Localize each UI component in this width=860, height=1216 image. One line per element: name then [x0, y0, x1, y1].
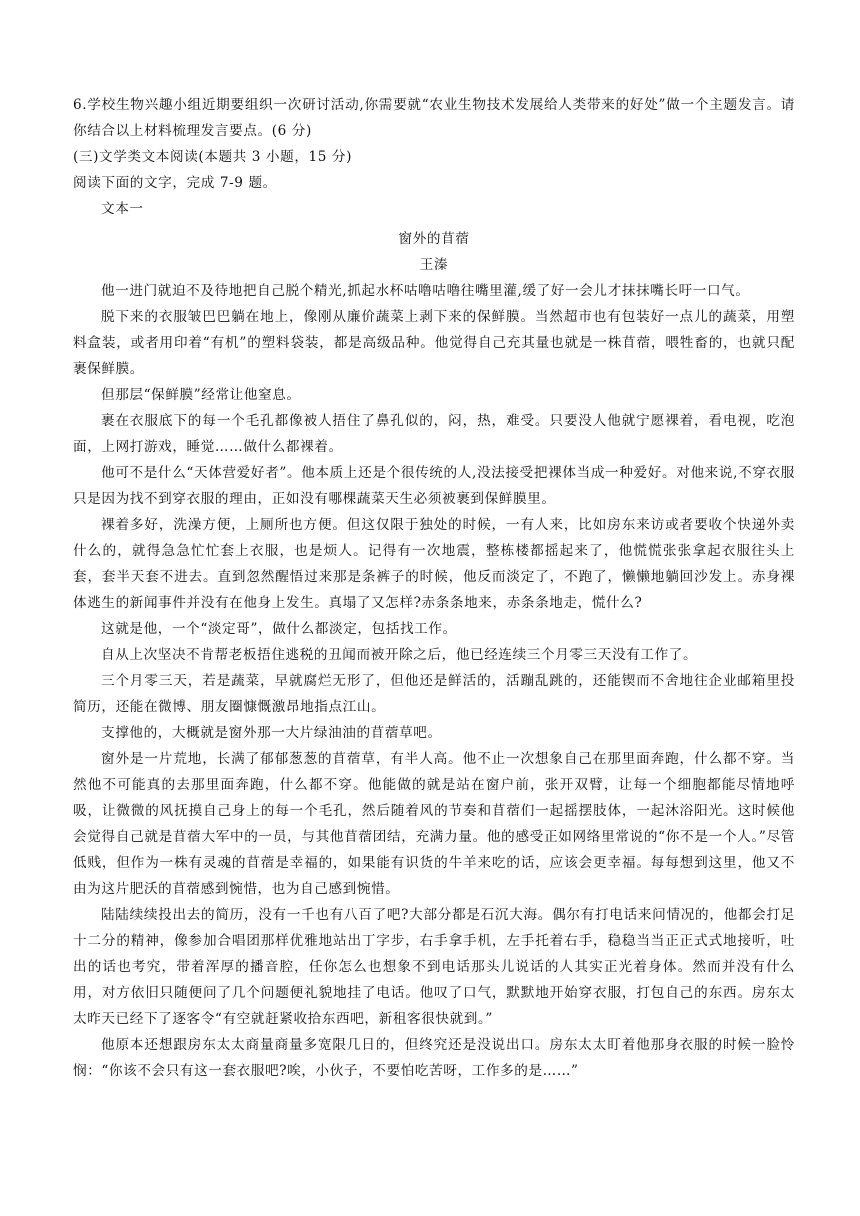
story-author: 王溱: [419, 257, 449, 273]
paragraph: 裹在衣服底下的每一个毛孔都像被人捂住了鼻孔似的，闷，热，难受。只要没人他就宁愿裸着，看电视，吃泡面，上网打游戏，睡觉……做什么都裸着。: [73, 413, 795, 455]
document-page: [73, 92, 795, 1084]
paragraph: 这就是他，一个“淡定哥”，做什么都淡定，包括找工作。: [101, 621, 457, 637]
story-title: 窗外的苜蓿: [398, 231, 470, 247]
paragraph: 脱下来的衣服皱巴巴躺在地上，像刚从廉价蔬菜上剥下来的保鲜膜。当然超市也有包装好一点儿的蔬菜，用塑料盒装，或者用印着“有机”的塑料袋装，都是高级品种。他觉得自己充其量也就是一株苜蓿，喂牲畜的，也就只配裹保鲜膜。: [73, 309, 795, 377]
question-6: 6.学校生物兴趣小组近期要组织一次研讨活动,你需要就“农业生物技术发展给人类带来的好处”做一个主题发言。请你结合以上材料梳理发言要点。(6 分): [73, 97, 795, 139]
paragraph: 他一进门就迫不及待地把自己脱个精光,抓起水杯咕噜咕噜往嘴里灌,缓了好一会儿才抹抹嘴长吁一口气。: [101, 283, 750, 299]
section-header: (三)文学类文本阅读(本题共 3 小题，15 分): [73, 149, 353, 165]
paragraph: 自从上次坚决不肯帮老板捂住逃税的丑闻而被开除之后，他已经连续三个月零三天没有工作了。: [101, 647, 698, 663]
paragraph: 他可不是什么“天体营爱好者”。他本质上还是个很传统的人,没法接受把裸体当成一种爱好。对他来说,不穿衣服只是因为找不到穿衣服的理由，正如没有哪棵蔬菜天生必须被裹到保鲜膜里。: [73, 465, 795, 507]
paragraph: 三个月零三天，若是蔬菜，早就腐烂无形了，但他还是鲜活的，活蹦乱跳的，还能锲而不舍地往企业邮箱里投简历，还能在微博、朋友圈慷慨激昂地指点江山。: [73, 673, 795, 715]
paragraph: 但那层“保鲜膜”经常让他窒息。: [101, 387, 301, 403]
paragraph: 支撑他的，大概就是窗外那一大片绿油油的苜蓿草吧。: [101, 725, 442, 741]
paragraph: 他原本还想跟房东太太商量商量多宽限几日的，但终究还是没说出口。房东太太盯着他那身衣服的时候一脸怜悯：“你该不会只有这一套衣服吧?唉，小伙子，不要怕吃苦呀，工作多的是……”: [73, 1037, 795, 1079]
instruction: 阅读下面的文字，完成 7-9 题。: [73, 175, 277, 191]
paragraph: 窗外是一片荒地，长满了郁郁葱葱的苜蓿草，有半人高。他不止一次想象自己在那里面奔跑，什么都不穿。当然他不可能真的去那里面奔跑，什么都不穿。他能做的就是站在窗户前，张开双臂，让每一个细胞都能尽情地呼吸，让微微的风抚摸自己身上的每一个毛孔，然后随着风的节奏和苜蓿们一起摇摆肢体，一起沐浴阳光。这时候他会觉得自己就是苜蓿大军中的一员，与其他苜蓿团结，充满力量。他的感受正如网络里常说的“你不是一个人。”尽管低贱，但作为一株有灵魂的苜蓿是幸福的，如果能有识货的牛羊来吃的话，应该会更幸福。每每想到这里，他又不由为这片肥沃的苜蓿感到惋惜，也为自己感到惋惜。: [73, 751, 795, 897]
paragraph: 裸着多好，洗澡方便，上厕所也方便。但这仅限于独处的时候，一有人来，比如房东来访或者要收个快递外卖什么的，就得急急忙忙套上衣服，也是烦人。记得有一次地震，整栋楼都摇起来了，他慌慌张张拿起衣服往头上套，套半天套不进去。直到忽然醒悟过来那是条裤子的时候，他反而淡定了，不跑了，懒懒地躺回沙发上。赤身裸体逃生的新闻事件并没有在他身上发生。真塌了又怎样?赤条条地来，赤条条地走，慌什么?: [73, 517, 795, 611]
text-label: 文本一: [101, 201, 144, 217]
paragraph: 陆陆续续投出去的简历，没有一千也有八百了吧?大部分都是石沉大海。偶尔有打电话来问情况的，他都会打足十二分的精神，像参加合唱团那样优雅地站出丁字步，右手拿手机，左手托着右手，稳稳当当正正式式地接听，吐出的话也考究，带着浑厚的播音腔，任你怎么也想象不到电话那头儿说话的人其实正光着身体。然而并没有什么用，对方依旧只随便问了几个问题便礼貌地挂了电话。他叹了口气，默默地开始穿衣服，打包自己的东西。房东太太昨天已经下了逐客令“有空就赶紧收拾东西吧，新租客很快就到。”: [73, 907, 795, 1027]
